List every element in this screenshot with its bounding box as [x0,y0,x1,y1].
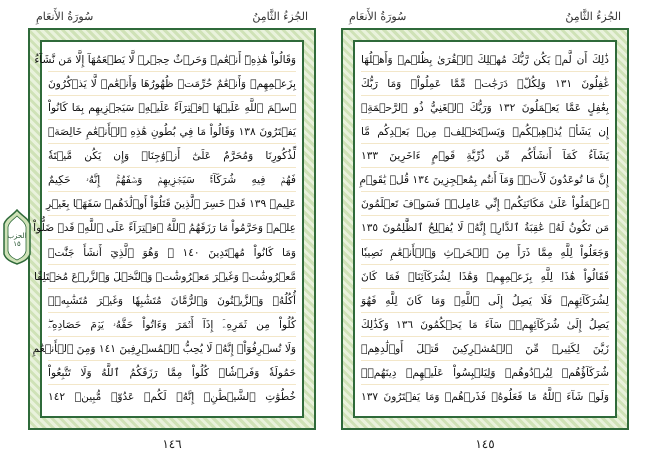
text-line: شُرَكَآؤُهُمۡ لِيُرۡدُوهُمۡ وَلِيَلۡبِسُواْ عَلَيۡهِمۡ دِينَهُمۡۖ [361,363,609,385]
text-line: وَجَعَلُواْ لِلَّهِ مِمَّا ذَرَأَ مِنَ ٱلۡحَرۡثِ وَٱلۡأَنۡعَٰمِ نَصِيبٗا [361,243,609,265]
text-line: وَمَا كَانُواْ مُهۡتَدِينَ ١٤٠ ۞ وَهُوَ ٱلَّذِيٓ أَنشَأَ جَنَّٰتٖ [48,243,296,265]
text-line: وَلَوۡ شَآءَ ٱللَّهُ مَا فَعَلُوهُۖ فَذَرۡهُمۡ وَمَا يَفۡتَرُونَ ١٣٧ [361,390,609,403]
text-line: ٱسۡمَ ٱللَّهِ عَلَيۡهَا ٱفۡتِرَآءً عَلَيۡهِۚ سَيَجۡزِيهِم بِمَا كَانُواْ [48,98,296,120]
text-line: غَٰفِلُونَ ١٣١ وَلِكُلّٖ دَرَجَٰتٞ مِّمَّا عَمِلُواْۚ وَمَا رَبُّكَ [361,74,609,96]
left-page-ornamental-frame [28,28,316,430]
text-line: يَشَآءُ كَمَآ أَنشَأَكُم مِّن ذُرِّيَّةِ قَوۡمٍ ءَاخَرِينَ ١٣٣ [361,146,609,168]
text-line: زَيَّنَ لِكَثِيرٖ مِّنَ ٱلۡمُشۡرِكِينَ قَتۡلَ أَوۡلَٰدِهِمۡ [361,339,609,361]
text-line: خُطُوَٰتِ ٱلشَّيۡطَٰنِۚ إِنَّهُۥ لَكُمۡ عَدُوّٞ مُّبِينٞ ١٤٢ [48,390,296,403]
text-line: عِلۡمٖ وَحَرَّمُواْ مَا رَزَقَهُمُ ٱللَّهُ ٱفۡتِرَآءً عَلَى ٱللَّهِۚ قَدۡ ضَلُّواْ [48,218,296,240]
text-line: بِغَٰفِلٍ عَمَّا يَعۡمَلُونَ ١٣٢ وَرَبُّكَ ٱلۡغَنِيُّ ذُو ٱلرَّحۡمَةِۚ [361,98,609,120]
hizb-marker-text [2,232,32,248]
text-line: يَصِلُ إِلَىٰ شُرَكَآئِهِمۡۗ سَآءَ مَا يَحۡكُمُونَ ١٣٦ وَكَذَٰلِكَ [361,315,609,337]
right-page-ornamental-frame [341,28,629,430]
left-header-surah-name: سُورَةُ الأَنعَامِ [36,10,94,23]
right-page-lines [361,50,609,408]
left-page-header [36,10,308,26]
text-line: ٱعۡمَلُواْ عَلَىٰ مَكَانَتِكُمۡ إِنِّي عَامِلٞۖ فَسَوۡفَ تَعۡلَمُونَ [361,194,609,216]
left-page-lines [32,50,296,408]
text-line: يَفۡتَرُونَ ١٣٨ وَقَالُواْ مَا فِي بُطُونِ هَٰذِهِ ٱلۡأَنۡعَٰمِ خَالِصَةٞ [48,122,296,144]
left-page [22,0,322,464]
text-line: بِزَعۡمِهِمۡ وَأَنۡعَٰمٌ حُرِّمَتۡ ظُهُورُهَا وَأَنۡعَٰمٞ لَّا يَذۡكُرُونَ [48,74,296,96]
hizb-marker [2,208,32,266]
text-line: لِّذُكُورِنَا وَمُحَرَّمٌ عَلَىٰٓ أَزۡوَٰجِنَاۖ وَإِن يَكُن مَّيۡتَةٗ [48,146,296,168]
right-header-surah-name: سُورَةُ الأَنعَامِ [349,10,407,23]
text-line: فَهُمۡ فِيهِ شُرَكَآءُۚ سَيَجۡزِيهِمۡ وَصۡفَهُمۡۚ إِنَّهُۥ حَكِيمٌ [48,170,296,192]
text-line: أُكُلُهُۥ وَٱلزَّيۡتُونَ وَٱلرُّمَّانَ مُتَشَٰبِهٗا وَغَيۡرَ مُتَشَٰبِهٖۚ [48,291,296,313]
left-header-juz-name: الجُزءُ الثَّامِنُ [252,10,308,23]
text-line: وَقَالُواْ هَٰذِهِۦٓ أَنۡعَٰمٞ وَحَرۡثٌ حِجۡرٞ لَّا يَطۡعَمُهَآ إِلَّا مَن نَّشَآءُ [48,50,296,72]
hizb-number: ١٥ [13,240,21,248]
text-line: إِنَّ مَا تُوعَدُونَ لَأٓتٖۖ وَمَآ أَنتُم بِمُعۡجِزِينَ ١٣٤ قُلۡ يَٰقَوۡمِ [361,170,609,192]
left-page-text-area [32,40,304,418]
hizb-label: الحزب [7,232,27,240]
text-line: ذَٰلِكَ أَن لَّمۡ يَكُن رَّبُّكَ مُهۡلِكَ ٱلۡقُرَىٰ بِظُلۡمٖ وَأَهۡلُهَا [361,50,609,72]
text-line: فَقَالُواْ هَٰذَا لِلَّهِ بِزَعۡمِهِمۡ وَهَٰذَا لِشُرَكَآئِنَاۖ فَمَا كَانَ [361,267,609,289]
text-line: مَن تَكُونُ لَهُۥ عَٰقِبَةُ ٱلدَّارِۚ إِنَّهُۥ لَا يُفۡلِحُ ٱلظَّٰلِمُونَ ١٣٥ [361,218,609,240]
text-line: حَمُولَةٗ وَفَرۡشٗاۚ كُلُواْ مِمَّا رَزَقَكُمُ ٱللَّهُ وَلَا تَتَّبِعُواْ [48,363,296,385]
text-line: كُلُواْ مِن ثَمَرِهِۦٓ إِذَآ أَثۡمَرَ وَءَاتُواْ حَقَّهُۥ يَوۡمَ حَصَادِهِۦۖ [48,315,296,337]
text-line: مَّعۡرُوشَٰتٖ وَغَيۡرَ مَعۡرُوشَٰتٖ وَٱلنَّخۡلَ وَٱلزَّرۡعَ مُخۡتَلِفًا [48,267,296,289]
right-page-number: ١٤٥ [475,437,495,451]
text-line: وَلَا تُسۡرِفُوٓاْۚ إِنَّهُۥ لَا يُحِبُّ ٱلۡمُسۡرِفِينَ ١٤١ وَمِنَ ٱلۡأَنۡعَٰمِ [48,339,296,361]
text-line: عَلِيمٞ ١٣٩ قَدۡ خَسِرَ ٱلَّذِينَ قَتَلُوٓاْ أَوۡلَٰدَهُمۡ سَفَهَۢا بِغَيۡرِ [48,194,296,216]
right-page [335,0,635,464]
text-line: إِن يَشَأۡ يُذۡهِبۡكُمۡ وَيَسۡتَخۡلِفۡ مِنۢ بَعۡدِكُم مَّا [361,122,609,144]
right-header-juz-name: الجُزءُ الثَّامِنُ [565,10,621,23]
left-page-number: ١٤٦ [162,437,182,451]
right-page-text-area [353,40,617,418]
right-page-header [349,10,621,26]
text-line: لِشُرَكَآئِهِمۡ فَلَا يَصِلُ إِلَى ٱللَّهِۖ وَمَا كَانَ لِلَّهِ فَهُوَ [361,291,609,313]
